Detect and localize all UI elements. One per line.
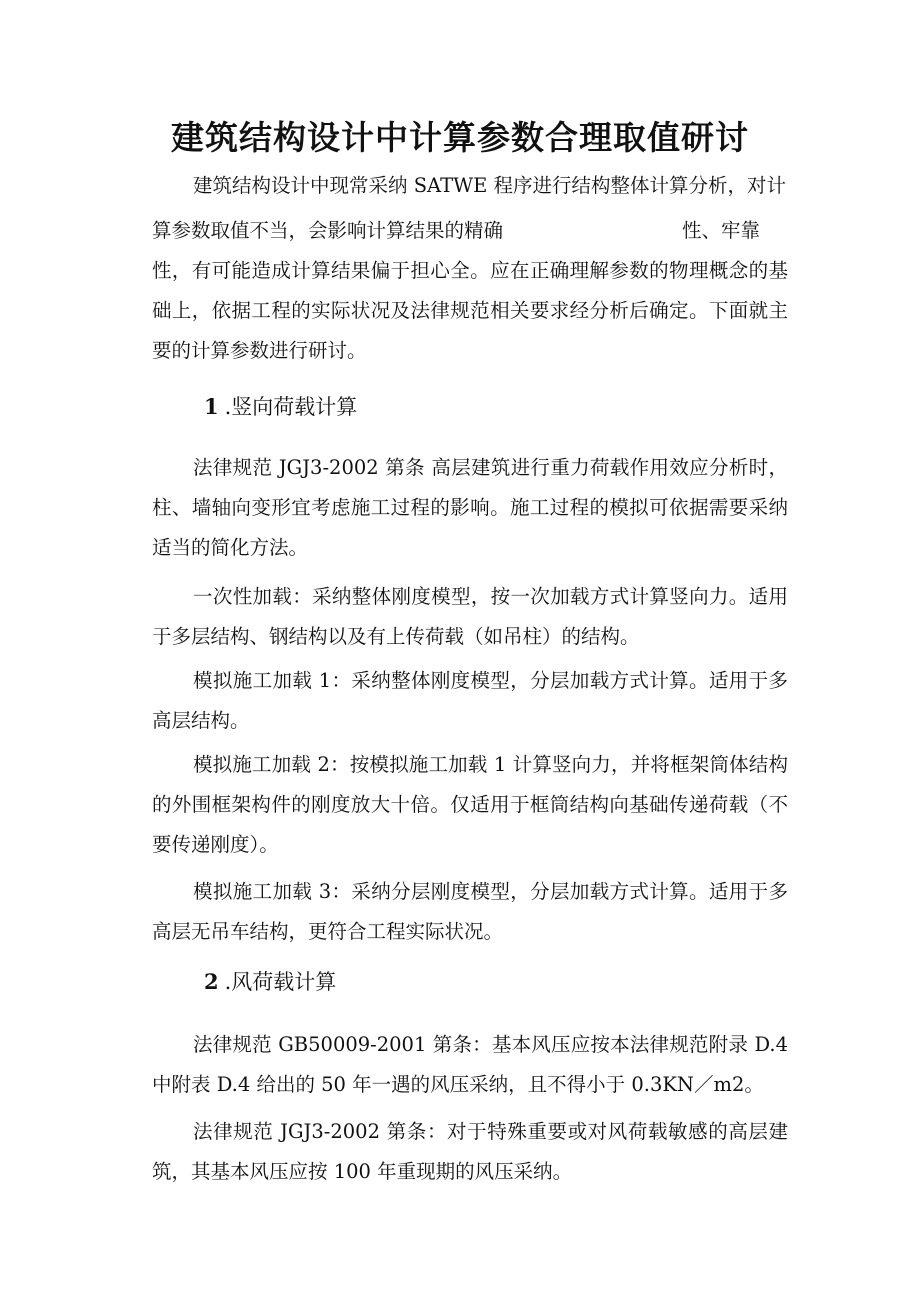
section-1-paragraph-1: 法律规范 JGJ3-2002 第条 高层建筑进行重力荷载作用效应分析时，柱、墙轴向变形宜考虑施工过程的影响。施工过程的模拟可依据需要采纳适当的简化方法。 <box>152 456 788 559</box>
intro-paragraph-rest: 性，有可能造成计算结果偏于担心全。应在正确理解参数的物理概念的基础上，依据工程的实际状况及法律规范相关要求经分析后确定。下面就主要的计算参数进行研讨。 <box>152 259 788 362</box>
section-1-heading <box>204 387 357 427</box>
intro-line-2 <box>152 211 788 251</box>
section-1-paragraph-5: 模拟施工加载 3：采纳分层刚度模型，分层加载方式计算。适用于多高层无吊车结构，更符合工程实际状况。 <box>152 880 788 943</box>
intro-line-2-left: 算参数取值不当，会影响计算结果的精确 <box>152 219 504 242</box>
section-2-heading <box>204 962 336 1002</box>
section-2-number: 2 <box>204 969 219 994</box>
section-2-title: .风荷载计算 <box>224 970 337 994</box>
section-2-paragraph-2: 法律规范 JGJ3-2002 第条：对于特殊重要或对风荷载敏感的高层建筑，其基本风压应按 100 年重现期的风压采纳。 <box>152 1120 788 1183</box>
section-1-paragraph-2: 一次性加载：采纳整体刚度模型，按一次加载方式计算竖向力。适用于多层结构、钢结构以及有上传荷载（如吊柱）的结构。 <box>152 585 788 648</box>
document-title: 建筑结构设计中计算参数合理取值研讨 <box>171 118 749 157</box>
section-1-paragraph-4: 模拟施工加载 2：按模拟施工加载 1 计算竖向力，并将框架筒体结构的外围框架构件的刚度放大十倍。仅适用于框筒结构向基础传递荷载（不要传递刚度）。 <box>152 753 788 856</box>
section-1-number: 1 <box>204 394 219 419</box>
section-2-paragraph-1: 法律规范 GB50009-2001 第条：基本风压应按本法律规范附录 D.4 中附表 D.4 给出的 50 年一遇的风压采纳，且不得小于 0.3KN／m2。 <box>152 1033 788 1096</box>
section-1-title: .竖向荷载计算 <box>224 395 358 419</box>
section-1-paragraph-3: 模拟施工加载 1：采纳整体刚度模型，分层加载方式计算。适用于多高层结构。 <box>152 669 788 732</box>
intro-line-2-right: 性、牢靠 <box>682 219 761 242</box>
intro-line-1: 建筑结构设计中现常采纳 SATWE 程序进行结构整体计算分析，对计 <box>193 174 787 197</box>
